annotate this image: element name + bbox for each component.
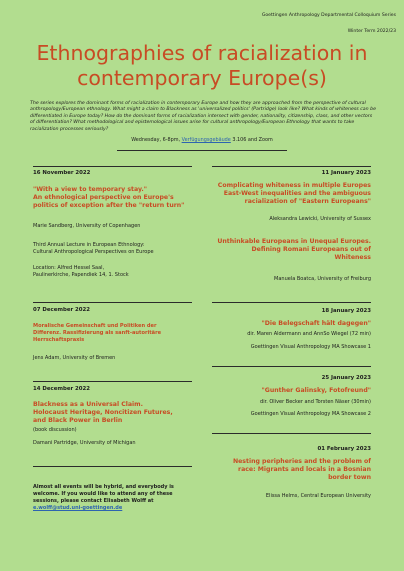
event-title-line: An ethnological perspective on Europe's <box>33 194 174 201</box>
event-title <box>33 323 161 343</box>
event-speaker: Marie Sandberg, University of Copenhagen <box>33 223 141 229</box>
event-showcase: Goettingen Visual Anthropology MA Showcase 1 <box>250 344 371 350</box>
contact-line: sessions, please contact Elisabeth Wolff at <box>33 498 154 504</box>
event-title-line: and Black Power in Berlin <box>33 417 123 424</box>
event-title-line: Blackness as a Universal Claim. <box>33 401 143 408</box>
event-title-line: Holocaust Heritage, Noncitizen Futures, <box>33 409 173 416</box>
event-title-line: Defining Romani Europeans out of <box>251 246 371 253</box>
term-label: Winter Term 2022/23 <box>347 29 396 34</box>
event-speaker: Jens Adam, University of Bremen <box>33 355 116 361</box>
event-title-line: Whiteness <box>334 254 371 261</box>
event-title-line: Complicating whiteness in multiple Europes <box>217 182 371 189</box>
event-date: 14 December 2022 <box>33 386 91 392</box>
event-title: "Die Belegschaft hält dagegen" <box>261 320 371 327</box>
top-divider <box>117 150 287 151</box>
event-location <box>33 265 129 279</box>
right-divider-4 <box>212 433 371 434</box>
event-note <box>33 242 154 256</box>
schedule-prefix: Wednesday, 6-8pm, <box>131 137 182 143</box>
event-title-line: Differenz. Rassifizierung als sanft-autoritäre <box>33 329 162 336</box>
schedule-suffix: 3.106 and Zoom <box>230 137 273 143</box>
event-title <box>33 401 173 425</box>
venue-link[interactable]: Verfügungsgebäude <box>181 137 231 143</box>
poster-title-line-1: Ethnographies of racialization in <box>36 41 368 65</box>
left-divider-3 <box>33 381 192 382</box>
event-title-line: East-West inequalities and the ambiguous <box>223 190 371 197</box>
event-title-line: race: Migrants and locals in a Bosnian <box>238 466 371 473</box>
event-date: 11 January 2023 <box>321 170 371 176</box>
event-title-second <box>217 238 371 262</box>
right-divider-1 <box>212 166 371 167</box>
contact-line: welcome. If you would like to attend any of these <box>33 491 173 497</box>
poster-title <box>14 41 390 91</box>
contact-note <box>33 484 174 512</box>
event-title-line: politics of exception after the "return turn" <box>33 202 185 209</box>
event-note-line: Third Annual Lecture in European Ethnology: <box>33 242 145 248</box>
event-title <box>33 186 184 210</box>
left-divider-2 <box>33 302 192 303</box>
event-title-line: Herrschaftspraxis <box>33 336 85 343</box>
event-note-line: Cultural Anthropological Perspectives on Europe <box>33 249 154 255</box>
event-title-line: racialization of "Eastern Europeans" <box>244 198 371 205</box>
event-speaker: Elissa Helms, Central European University <box>265 493 371 499</box>
event-title-line: Nesting peripheries and the problem of <box>232 458 371 465</box>
event-title <box>233 458 371 482</box>
left-divider-4 <box>33 466 192 467</box>
event-date: 16 November 2022 <box>33 170 91 176</box>
event-title-line: "With a view to temporary stay." <box>33 186 148 193</box>
event-title-line: border town <box>328 474 371 481</box>
event-speaker: Damani Partridge, University of Michigan <box>33 440 136 446</box>
series-name: Goettingen Anthropology Departmental Colloquium Series <box>261 13 396 18</box>
event-title-line: Unthinkable Europeans in Unequal Europes. <box>217 238 371 245</box>
event-date: 01 February 2023 <box>317 446 371 452</box>
event-date: 25 January 2023 <box>321 375 371 381</box>
event-credit: dir. Maren Aldermann and AnnSo Wiegel (72 min) <box>247 331 371 337</box>
event-location-line: Paulinerkirche, Papendiek 14, 1. Stock <box>33 272 129 278</box>
event-title-line: Moralische Gemeinschaft und Politiken der <box>33 323 157 329</box>
event-title: "Gunther Galinsky, Fotofreund" <box>261 387 371 394</box>
event-location-line: Location: Alfred Hessel Saal, <box>33 265 105 271</box>
event-speaker: Aleksandra Lewicki, University of Sussex <box>269 216 371 222</box>
event-date: 18 January 2023 <box>321 308 371 314</box>
series-description: The series explores the dominant forms of racialization in contemporary Europe and how they are approached from the perspective of cultural anthropology/European ethnology. What might a claim to Blackness as 'universalized politics' (Partridge) look like? What kinds of whiteness can be differentiated in Europe today? How do the dominant forms of racialization intersect with gender, nationality, citizenship, class, and other vectors of differentiation? What methodological and epistemological issues arise for cultural anthropology/European Ethnology that wants to take racialization processes seriously? <box>30 101 376 132</box>
right-divider-3 <box>212 366 371 367</box>
event-date: 07 December 2022 <box>33 307 91 313</box>
event-speaker: Manuela Boatca, University of Freiburg <box>274 276 371 282</box>
poster-title-line-2: contemporary Europe(s) <box>77 66 327 90</box>
event-format: (book discussion) <box>33 427 77 433</box>
contact-email-link[interactable]: e.wolff@stud.uni-goettingen.de <box>33 505 123 511</box>
schedule-line <box>0 137 404 143</box>
event-credit: dir. Oliver Becker and Torsten Näser (30min) <box>260 399 371 405</box>
event-title <box>218 182 371 206</box>
right-divider-2 <box>212 302 371 303</box>
contact-line: Almost all events will be hybrid, and everybody is <box>33 484 174 490</box>
left-divider-1 <box>33 166 192 167</box>
event-showcase: Goettingen Visual Anthropology MA Showcase 2 <box>250 411 371 417</box>
